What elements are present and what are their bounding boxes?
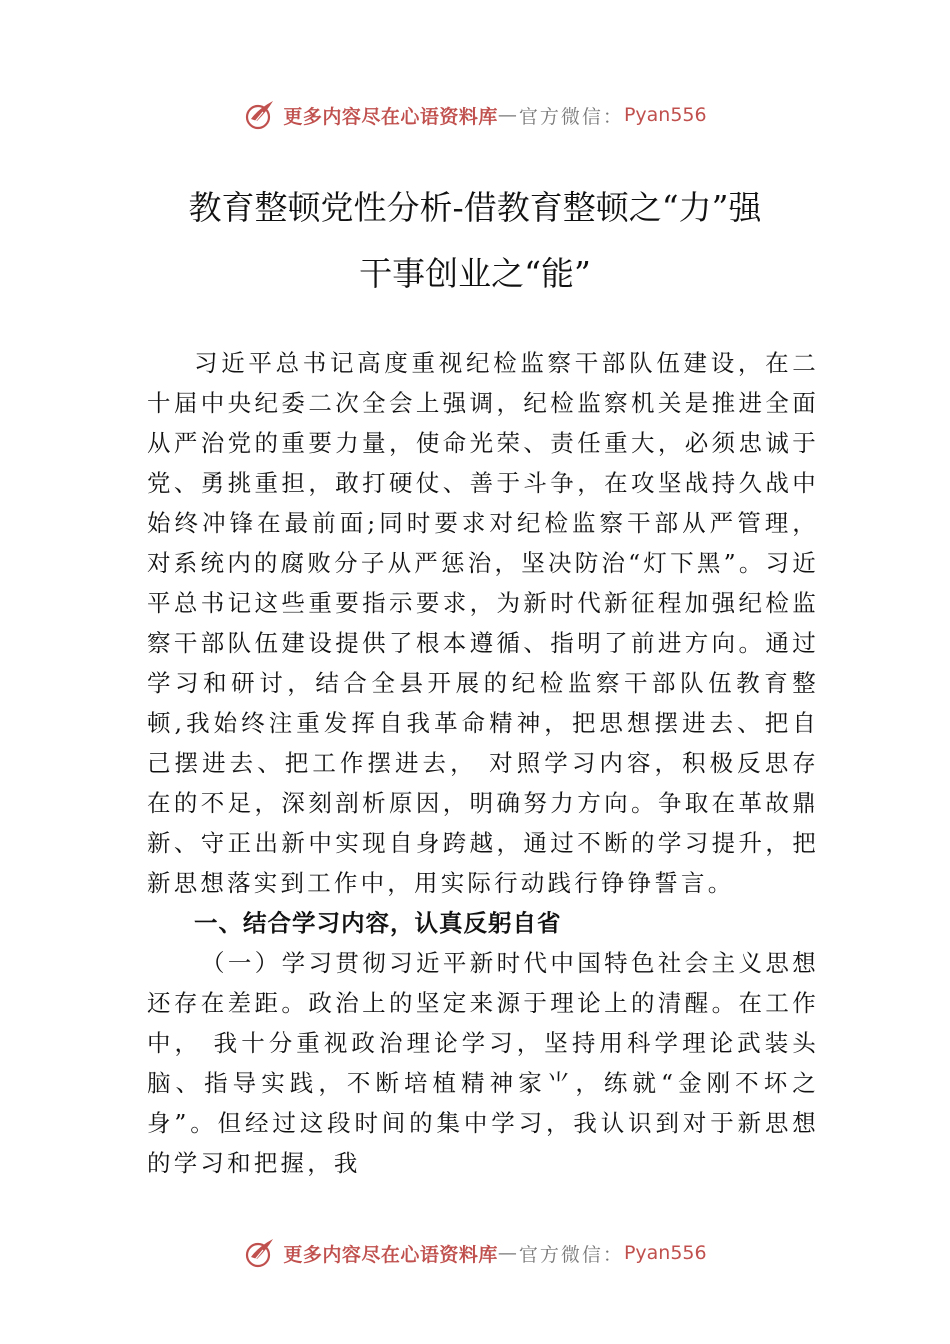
banner-wechat-id: Pyan556 [623,1242,707,1264]
banner-red-text: 更多内容尽在心语资料库 [283,105,498,128]
header-watermark-banner [0,95,950,135]
title-line-2: 干事创业之“能” [359,254,591,293]
banner-dash: — [497,1242,519,1264]
banner-red-text: 更多内容尽在心语资料库 [283,1243,498,1266]
title-line-1: 教育整顿党性分析-借教育整顿之“力”强 [188,188,762,227]
paragraph-intro: 习近平总书记高度重视纪检监察干部队伍建设，在二十届中央纪委二次全会上强调，纪检监察机关是推进全面从严治党的重要力量，使命光荣、责任重大，必须忠诚于党、勇挑重担，敢打硬仗、善于斗争，在攻坚战持久战中始终冲锋在最前面;同时要求对纪检监察干部从严管理，对系统内的腐败分子从严惩治，坚决防治“灯下黑”。习近平总书记这些重要指示要求，为新时代新征程加强纪检监察干部队伍建设提供了根本遵循、指明了前进方向。通过学习和研讨，结合全县开展的纪检监察干部队伍教育整顿,我始终注重发挥自我革命精神，把思想摆进去、把自己摆进去、把工作摆进去， 对照学习内容，积极反思存在的不足，深刻剖析原因，明确努力方向。争取在革故鼎新、守正出新中实现自身跨越，通过不断的学习提升，把新思想落实到工作中，用实际行动践行铮铮誓言。 [147,349,819,897]
footer-watermark-banner [0,1233,950,1273]
section-heading-1: 一、结合学习内容，认真反躬自省 [194,909,562,937]
banner-gray-text: 官方微信： [518,105,624,128]
banner-dash: — [497,104,519,126]
banner-gray-text: 官方微信： [518,1243,624,1266]
banner-wechat-id: Pyan556 [623,104,707,126]
quill-logo-icon [243,97,279,133]
quill-logo-icon [243,1235,279,1271]
paragraph-section-1: （一）学习贯彻习近平新时代中国特色社会主义思想还存在差距。政治上的坚定来源于理论上的清醒。在工作中， 我十分重视政治理论学习，坚持用科学理论武装头脑、指导实践，不断培植精神家⺌，练就“金刚不坏之身”。但经过这段时间的集中学习，我认识到对于新思想的学习和把握，我 [147,949,819,1177]
document-title [0,175,950,307]
document-body [147,343,819,1183]
